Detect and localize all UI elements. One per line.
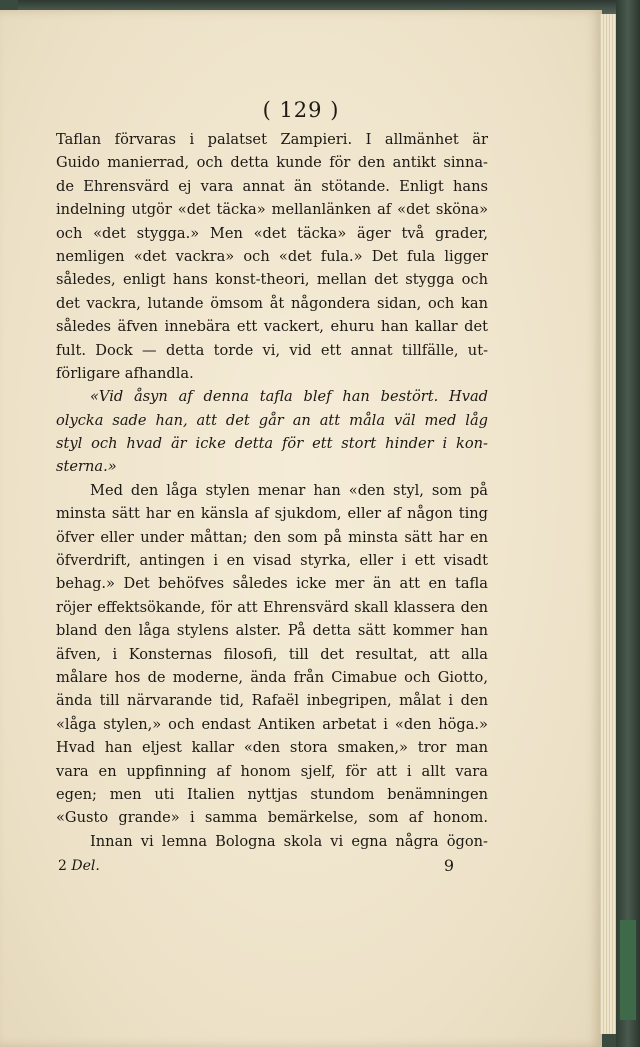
text-line: vara en uppfinning af honom sjelf, för att i allt vara xyxy=(56,762,488,780)
book-cover xyxy=(616,0,640,1047)
text-line: Med den låga stylen menar han «den styl, som på xyxy=(90,481,488,499)
text-line: fult. Dock — detta torde vi, vid ett annat tillfälle, ut- xyxy=(56,341,488,359)
page-footer xyxy=(56,858,488,880)
text-line: Hvad han eljest kallar «den stora smaken,» tror man xyxy=(56,739,488,757)
text-line: Innan vi lemna Bologna skola vi egna några ögon- xyxy=(90,832,488,850)
text-line: «Gusto grande» i samma bemärkelse, som af honom. xyxy=(56,809,488,827)
text-line: öfver eller under måttan; den som på minsta sätt har en xyxy=(56,528,488,546)
text-line: minsta sätt har en känsla af sjukdom, eller af någon ting xyxy=(56,505,488,523)
volume-signature xyxy=(58,858,100,874)
gathering-signature: 9 xyxy=(443,856,454,875)
text-line: röjer effektsökande, för att Ehrensvärd skall klassera den xyxy=(56,598,488,616)
text-line: öfverdrift, antingen i en visad styrka, eller i ett visadt xyxy=(56,552,488,570)
cover-marker xyxy=(620,920,636,1020)
text-line: det vackra, lutande ömsom åt någondera sidan, och kan xyxy=(56,294,488,312)
text-line: «låga stylen,» och endast Antiken arbetat i «den höga.» xyxy=(56,715,488,733)
text-line: således, enligt hans konst-theori, mellan det stygga och xyxy=(56,271,488,289)
text-line: äfven, i Konsternas filosofi, till det resultat, att alla xyxy=(56,645,488,663)
text-line: Taflan förvaras i palatset Zampieri. I allmänhet är xyxy=(56,131,488,148)
quote-line: sterna.» xyxy=(56,458,117,476)
text-line: egen; men uti Italien nyttjas stundom benämningen xyxy=(56,785,488,803)
text-line: ända till närvarande tid, Rafaël inbegripen, målat i den xyxy=(56,692,488,710)
quote-line: olycka sade han, att det går an att måla väl med låg xyxy=(56,411,488,429)
text-line: indelning utgör «det täcka» mellanlänken af «det sköna» xyxy=(56,201,488,219)
book-page xyxy=(0,10,602,1047)
text-line: behag.» Det behöfves således icke mer än att en tafla xyxy=(56,575,488,593)
text-line: de Ehrensvärd ej vara annat än stötande. Enligt hans xyxy=(56,177,488,195)
text-line: målare hos de moderne, ända från Cimabue och Giotto, xyxy=(56,668,488,686)
text-line: Guido manierrad, och detta kunde för den antikt sinna- xyxy=(56,154,488,172)
text-line: nemligen «det vackra» och «det fula.» Det fula ligger xyxy=(56,247,488,265)
text-line: således äfven innebära ett vackert, ehuru han kallar det xyxy=(56,318,488,336)
volume-label: Del. xyxy=(71,858,100,874)
text-line: och «det stygga.» Men «det täcka» äger två grader, xyxy=(56,224,488,242)
text-line: bland den låga stylens alster. På detta sätt kommer han xyxy=(56,622,488,640)
quote-line: «Vid åsyn af denna tafla blef han bestört. Hvad xyxy=(90,388,488,406)
quote-line: styl och hvad är icke detta för ett stort hinder i kon- xyxy=(56,435,488,453)
body-text xyxy=(56,128,488,853)
volume-number: 2 xyxy=(58,858,67,874)
page-edges xyxy=(600,14,616,1034)
text-line: förligare afhandla. xyxy=(56,364,194,382)
page-number: ( 129 ) xyxy=(262,98,340,122)
